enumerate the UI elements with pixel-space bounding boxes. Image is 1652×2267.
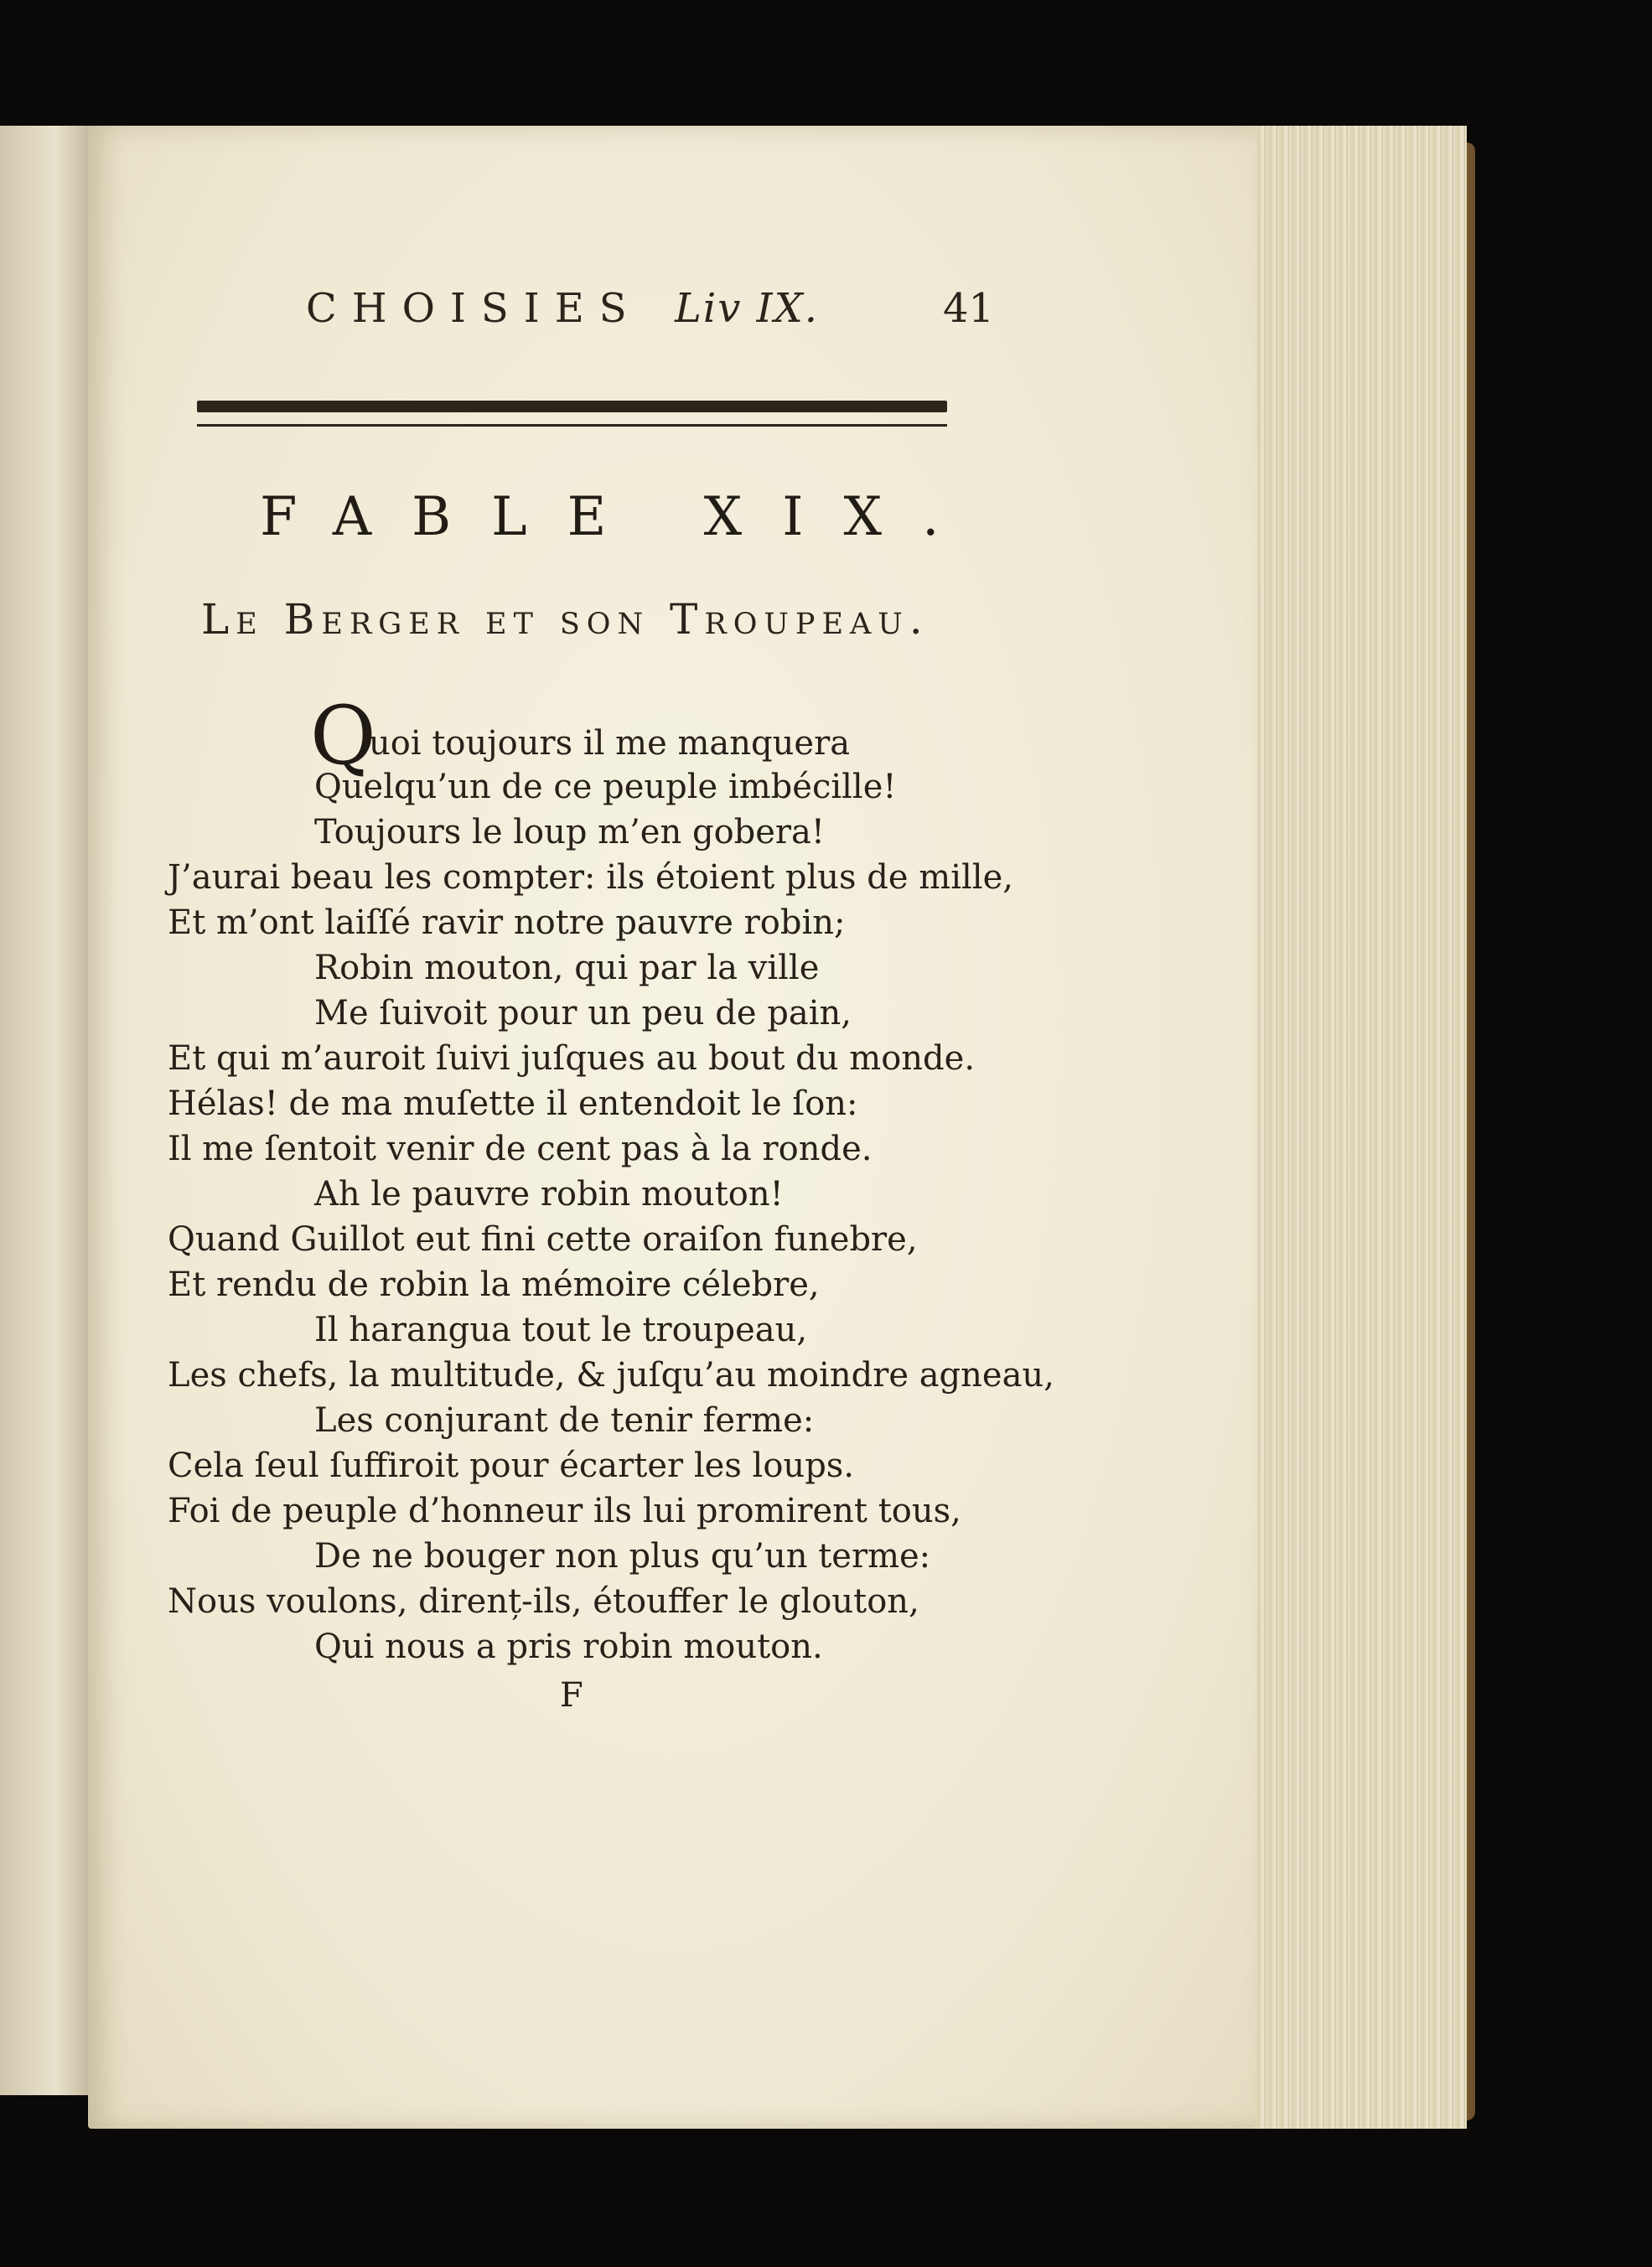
poem-line: Hélas! de ma muſette il entendoit le ſon: — [168, 1084, 858, 1123]
running-title: CHOISIES — [306, 285, 642, 332]
poem-line: Quand Guillot eut fini cette oraiſon funebre, — [168, 1220, 918, 1259]
header-rule-thick — [197, 401, 947, 412]
poem-line: Nous voulons, direnț-ils, étouffer le glouton, — [168, 1582, 919, 1621]
page-number: 41 — [943, 285, 995, 332]
signature-mark: F — [560, 1676, 583, 1715]
poem-line: Robin mouton, qui par la ville — [314, 949, 820, 987]
poem-line: uoi toujours il me manquera — [369, 724, 851, 763]
poem-line: Les chefs, la multitude, & juſqu’au moindre agneau, — [168, 1356, 1054, 1395]
poem-line: De ne bouger non plus qu’un terme: — [314, 1537, 931, 1576]
poem-line: Qui nous a pris robin mouton. — [314, 1628, 823, 1666]
poem-line: Ah le pauvre robin mouton! — [314, 1175, 784, 1214]
poem-line: Quelqu’un de ce peuple imbécille! — [314, 768, 897, 806]
poem-line: Et qui m’auroit ſuivi juſques au bout du monde. — [168, 1039, 976, 1078]
fable-title: FABLE XIX. — [260, 486, 980, 548]
header-rule-thin — [197, 424, 947, 427]
poem-line: Les conjurant de tenir ferme: — [314, 1401, 815, 1440]
poem-line: Foi de peuple d’honneur ils lui promirent tous, — [168, 1492, 961, 1530]
poem-line: Il me ſentoit venir de cent pas à la ronde. — [168, 1130, 873, 1168]
drop-cap: Q — [310, 689, 376, 783]
poem-line: Cela ſeul ſuffiroit pour écarter les loups. — [168, 1447, 855, 1485]
poem-line: Et rendu de robin la mémoire célebre, — [168, 1265, 820, 1304]
book-number: Liv IX. — [675, 285, 819, 332]
poem-line: Il harangua tout le troupeau, — [314, 1311, 808, 1349]
fable-subtitle: Le Berger et son Troupeau. — [201, 595, 930, 644]
poem-line: Toujours le loup m’en gobera! — [314, 813, 825, 851]
poem-line: J’aurai beau les compter: ils étoient plus de mille, — [168, 858, 1013, 897]
poem-line: Et m’ont laiſſé ravir notre pauvre robin; — [168, 903, 846, 942]
poem-line: Me ſuivoit pour un peu de pain, — [314, 994, 852, 1033]
facing-page-edge — [0, 126, 101, 2095]
